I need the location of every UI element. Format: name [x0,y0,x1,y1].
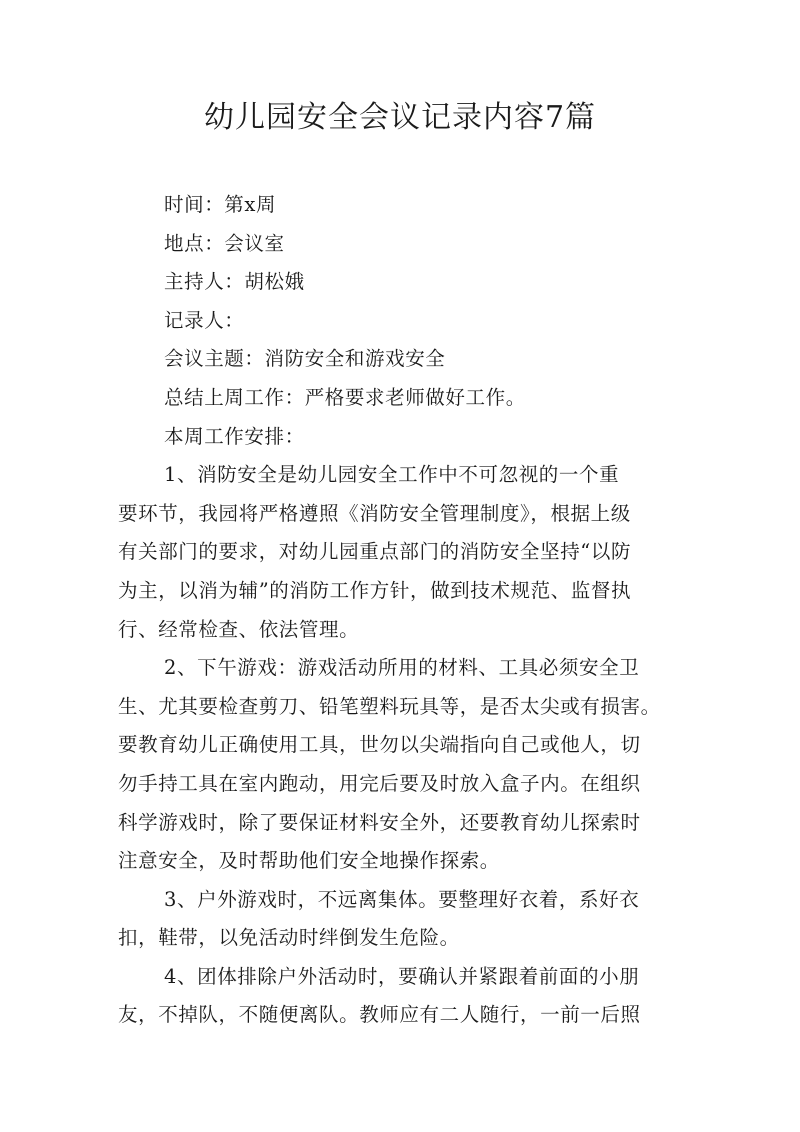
item-text: 要教育幼儿正确使用工具，世勿以尖端指向自己或他人，切 [118,733,641,757]
item-text: 团体排除户外活动时，要确认并紧跟着前面的小朋 [197,964,640,988]
item-text: 户外游戏时，不远离集体。要整理好衣着，系好衣 [197,887,640,911]
item-text: 为主，以消为辅”的消防工作方针，做到技术规范、监督执 [118,578,632,602]
item-number: 3、 [164,887,198,911]
item-text: 友，不掉队，不随便离队。教师应有二人随行，一前一后照 [118,1003,641,1027]
list-item [118,456,686,649]
document-title: 幼儿园安全会议记录内容7篇 [203,100,597,135]
item-text: 勿手持工具在室内跑动，用完后要及时放入盒子内。在组织 [118,771,641,795]
item-number: 2、 [164,656,198,680]
item-number: 4、 [164,964,198,988]
list-item [118,649,686,881]
item-text: 生、尤其要检查剪刀、铅笔塑料玩具等，是否太尖或有损害。 [118,694,661,718]
meta-recorder: 记录人： [164,308,245,332]
item-text: 扣，鞋带，以免活动时绊倒发生危险。 [118,926,460,950]
meta-time: 时间：第x周 [164,193,277,216]
item-first-line [118,881,686,920]
meta-last-week-summary: 总结上周工作：严格要求老师做好工作。 [164,385,526,409]
item-first-line [118,649,686,688]
meta-this-week-plan: 本周工作安排： [164,424,305,448]
meta-host: 主持人：胡松娥 [164,270,305,294]
item-text: 要环节，我园将严格遵照《消防安全管理制度》，根据上级 [118,501,631,525]
item-text: 有关部门的要求，对幼儿园重点部门的消防安全坚持“以防 [118,540,632,564]
meta-location: 地点：会议室 [164,231,285,255]
item-first-line [118,456,686,495]
item-first-line [118,958,686,997]
meta-topic: 会议主题：消防安全和游戏安全 [164,347,446,371]
item-text: 行、经常检查、依法管理。 [118,617,360,641]
item-text: 科学游戏时，除了要保证材料安全外，还要教育幼儿探索时 [118,810,641,834]
item-text: 下午游戏：游戏活动所用的材料、工具必须安全卫 [197,656,640,680]
item-text: 消防安全是幼儿园安全工作中不可忽视的一个重 [197,463,620,487]
list-item [118,958,686,1035]
document-body [118,186,686,1035]
list-item [118,881,686,958]
item-number: 1、 [164,463,198,487]
item-text: 注意安全，及时帮助他们安全地操作探索。 [118,849,500,873]
